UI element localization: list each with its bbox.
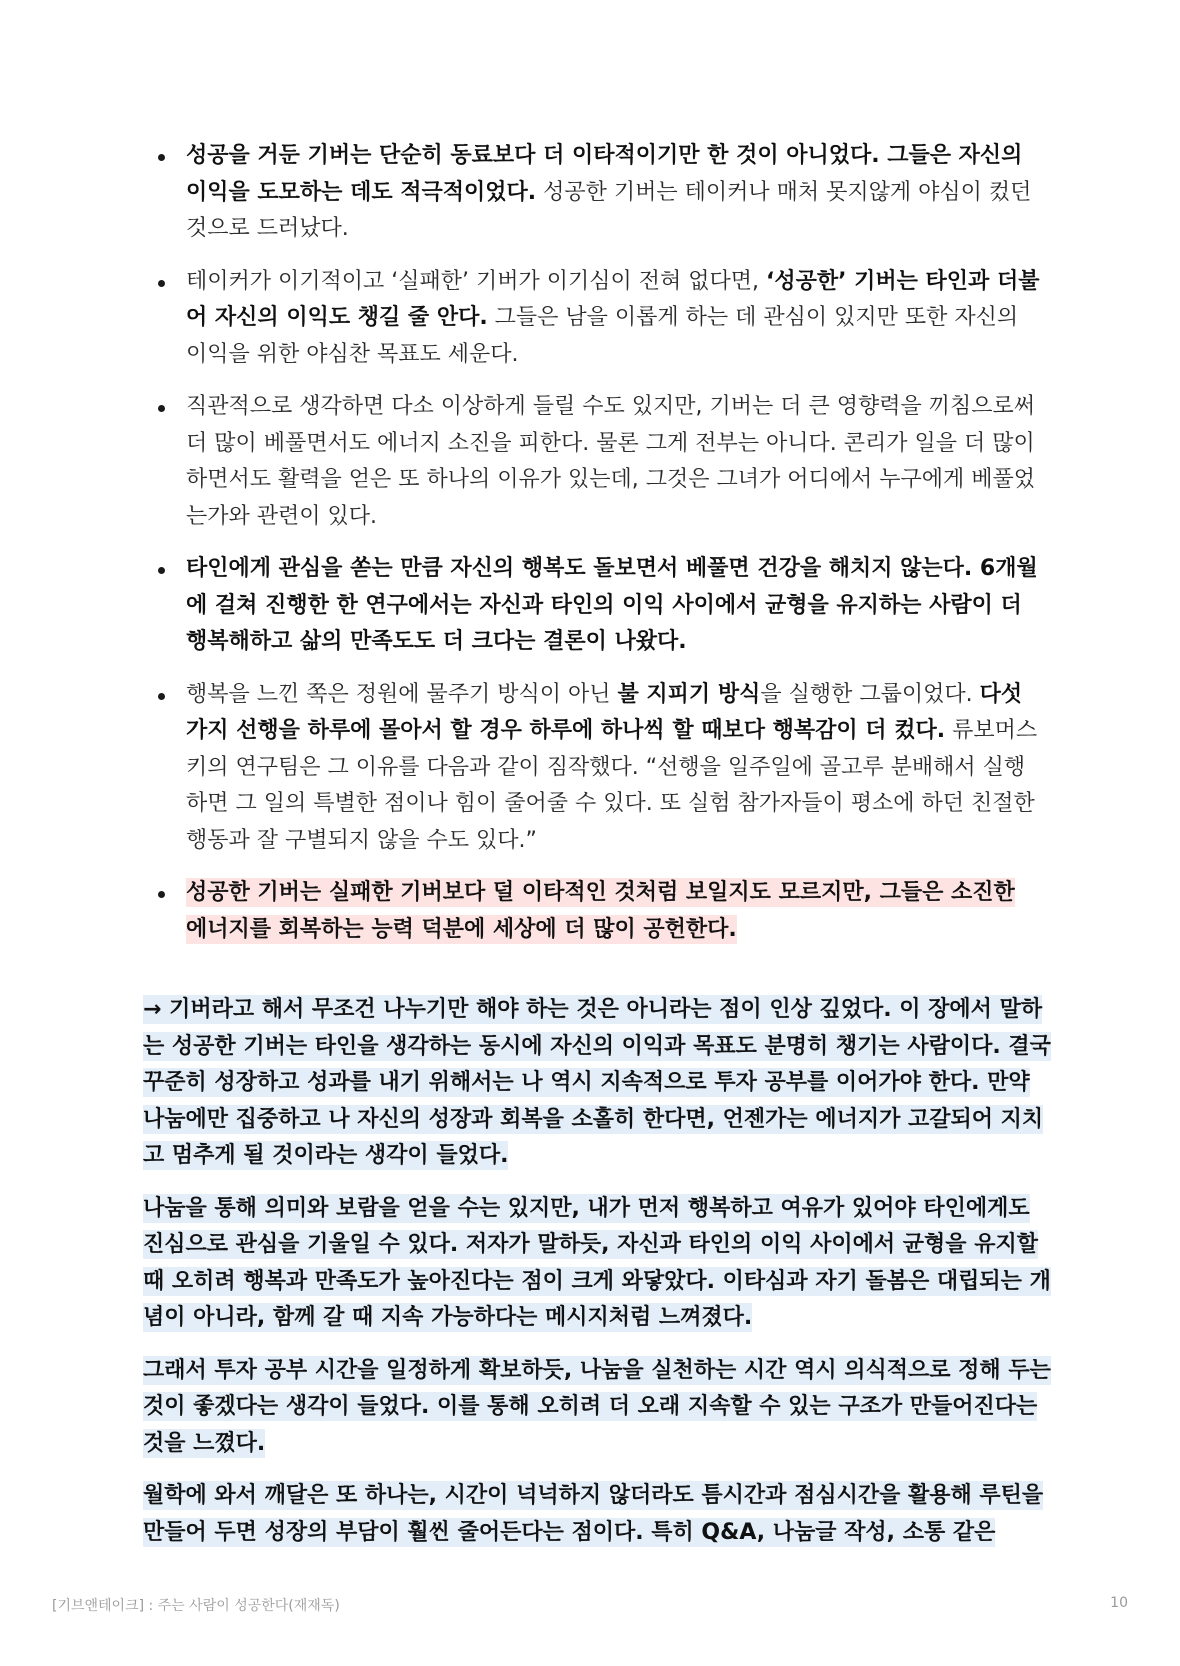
bullet-dot-icon	[158, 154, 165, 161]
bullet-item	[150, 875, 1042, 948]
bullet-dot-icon	[158, 567, 165, 574]
reflection-section	[143, 992, 1053, 1567]
bullet-item	[150, 677, 1042, 860]
body-text: 테이커가 이기적이고 ‘실패한’ 기버가 이기심이 전혀 없다면,	[186, 268, 766, 294]
footer-title: [기브앤테이크] : 주는 사람이 성공한다(재재독)	[52, 1598, 340, 1614]
page-number: 10	[1110, 1595, 1128, 1611]
bullet-item	[150, 551, 1042, 661]
bold-text: ‘성공한’ 기버는 타인과 더불어 자신의 이익도 챙길 줄 안다.	[186, 268, 1040, 330]
bullet-dot-icon	[158, 280, 165, 287]
reflection-paragraph	[143, 1478, 1053, 1551]
bullet-dot-icon	[158, 891, 165, 898]
bullet-dot-icon	[158, 693, 165, 700]
bold-text: 타인에게 관심을 쏟는 만큼 자신의 행복도 돌보면서 베풀면 건강을 해치지 않는다. 6개월에 걸쳐 진행한 한 연구에서는 자신과 타인의 이익 사이에서 균형을 유지하는 사람이 더 행복해하고 삶의 만족도도 더 크다는 결론이 나왔다.	[186, 556, 1038, 654]
highlighted-text: 성공한 기버는 실패한 기버보다 덜 이타적인 것처럼 보일지도 모르지만, 그들은 소진한 에너지를 회복하는 능력 덕분에 세상에 더 많이 공헌한다.	[186, 880, 1015, 942]
reflection-paragraph	[143, 1353, 1053, 1463]
body-text: 그들은 남을 이롭게 하는 데 관심이 있지만 또한 자신의 이익을 위한 야심찬 목표도 세운다.	[186, 305, 1019, 367]
body-text: 직관적으로 생각하면 다소 이상하게 들릴 수도 있지만, 기버는 더 큰 영향력을 끼침으로써 더 많이 베풀면서도 에너지 소진을 피한다. 물론 그게 전부는 아니다. 콘리가 일을 더 많이 하면서도 활력을 얻은 또 하나의 이유가 있는데, 그것은 그녀가 어디에서 누구에게 베풀었는가와 관련이 있다.	[186, 394, 1035, 529]
body-text: 성공한 기버는 테이커나 매처 못지않게 야심이 컸던 것으로 드러났다.	[186, 179, 1032, 241]
summary-bullet-list	[150, 138, 1042, 964]
bullet-item	[150, 138, 1042, 248]
body-text: 행복을 느낀 쪽은 정원에 물주기 방식이 아닌	[186, 681, 618, 707]
bullet-item	[150, 264, 1042, 374]
bullet-dot-icon	[158, 405, 165, 412]
highlighted-text: → 기버라고 해서 무조건 나누기만 해야 하는 것은 아니라는 점이 인상 깊었다. 이 장에서 말하는 성공한 기버는 타인을 생각하는 동시에 자신의 이익과 목표도 분명히 챙기는 사람이다. 결국 꾸준히 성장하고 성과를 내기 위해서는 나 역시 지속적으로 투자 공부를 이어가야 한다. 만약 나눔에만 집중하고 나 자신의 성장과 회복을 소홀히 한다면, 언젠가는 에너지가 고갈되어 지치고 멈추게 될 것이라는 생각이 들었다.	[143, 997, 1051, 1168]
bold-text: 다섯 가지 선행을 하루에 몰아서 할 경우 하루에 하나씩 할 때보다 행복감이 더 컸다.	[186, 681, 1023, 743]
highlighted-text: 나눔을 통해 의미와 보람을 얻을 수는 있지만, 내가 먼저 행복하고 여유가 있어야 타인에게도 진심으로 관심을 기울일 수 있다. 저자가 말하듯, 자신과 타인의 이익 사이에서 균형을 유지할 때 오히려 행복과 만족도가 높아진다는 점이 크게 와닿았다. 이타심과 자기 돌봄은 대립되는 개념이 아니라, 함께 갈 때 지속 가능하다는 메시지처럼 느껴졌다.	[143, 1195, 1051, 1330]
bullet-item	[150, 389, 1042, 535]
bold-text: 성공을 거둔 기버는 단순히 동료보다 더 이타적이기만 한 것이 아니었다. 그들은 자신의 이익을 도모하는 데도 적극적이었다.	[186, 143, 1023, 205]
reflection-paragraph	[143, 992, 1053, 1175]
bold-text: 불 지피기 방식	[617, 681, 761, 707]
highlighted-text: 그래서 투자 공부 시간을 일정하게 확보하듯, 나눔을 실천하는 시간 역시 의식적으로 정해 두는 것이 좋겠다는 생각이 들었다. 이를 통해 오히려 더 오래 지속할 수 있는 구조가 만들어진다는 것을 느꼈다.	[143, 1357, 1051, 1456]
reflection-paragraph	[143, 1191, 1053, 1337]
highlighted-text: 월학에 와서 깨달은 또 하나는, 시간이 넉넉하지 않더라도 틈시간과 점심시간을 활용해 루틴을 만들어 두면 성장의 부담이 훨씬 줄어든다는 점이다. 특히 Q&A, 나눔글 작성, 소통 같은	[143, 1483, 1044, 1545]
body-text: 을 실행한 그룹이었다.	[760, 681, 980, 707]
body-text: 류보머스키의 연구팀은 그 이유를 다음과 같이 짐작했다. “선행을 일주일에 골고루 분배해서 실행하면 그 일의 특별한 점이나 힘이 줄어줄 수 있다. 또 실험 참가자들이 평소에 하던 친절한 행동과 잘 구별되지 않을 수도 있다.”	[186, 718, 1038, 853]
